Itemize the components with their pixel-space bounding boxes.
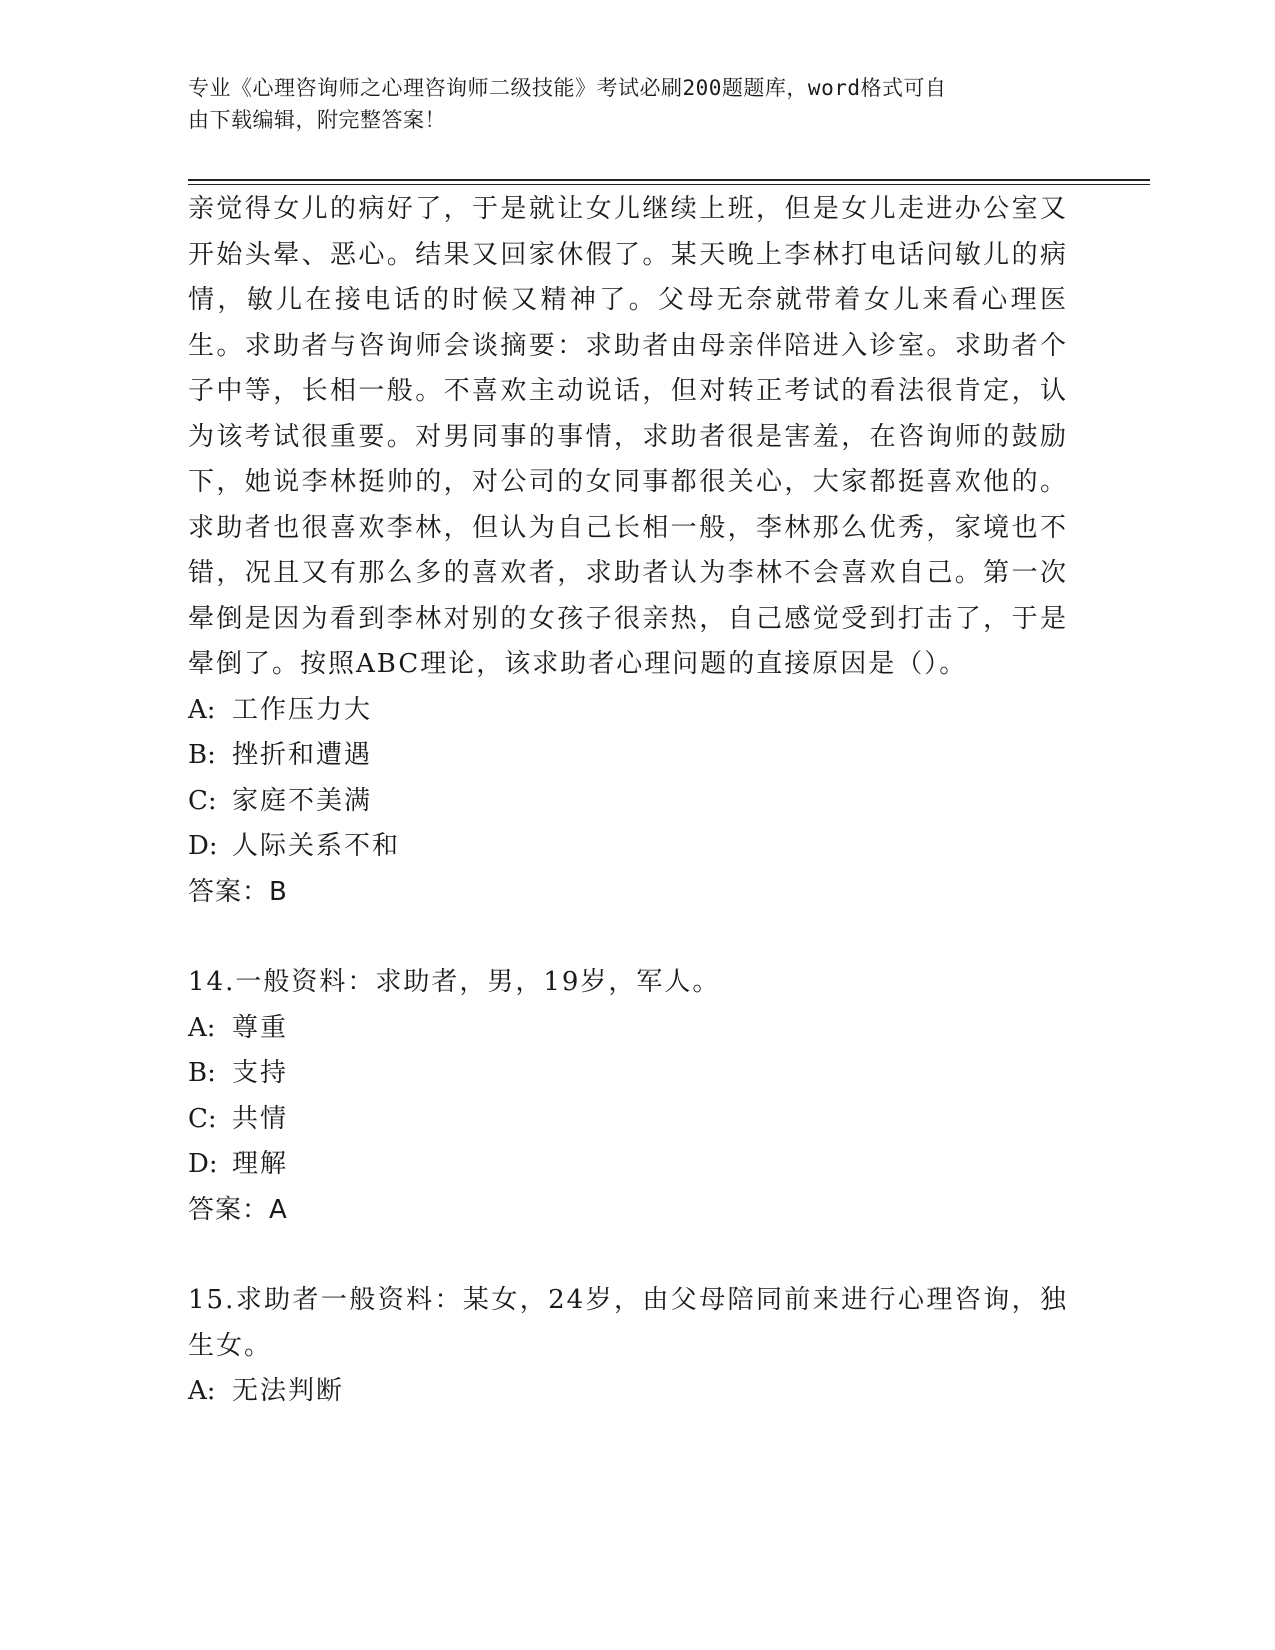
question-13-option-d	[188, 824, 1068, 870]
option-text: 理解	[232, 1149, 289, 1179]
question-13-passage: 亲觉得女儿的病好了，于是就让女儿继续上班，但是女儿走进办公室又开始头晕、恶心。结果又回家休假了。某天晚上李林打电话问敏儿的病情，敏儿在接电话的时候又精神了。父母无奈就带着女儿来看心理医生。求助者与咨询师会谈摘要：求助者由母亲伴陪进入诊室。求助者个子中等，长相一般。不喜欢主动说话，但对转正考试的看法很肯定，认为该考试很重要。对男同事的事情，求助者很是害羞，在咨询师的鼓励下，她说李林挺帅的，对公司的女同事都很关心，大家都挺喜欢他的。求助者也很喜欢李林，但认为自己长相一般，李林那么优秀，家境也不错，况且又有那么多的喜欢者，求助者认为李林不会喜欢自己。第一次晕倒是因为看到李林对别的女孩子很亲热，自己感觉受到打击了，于是晕倒了。按照ABC理论，该求助者心理问题的直接原因是（）。	[188, 194, 1068, 679]
question-14-title: 14.一般资料：求助者，男，19岁，军人。	[188, 967, 721, 997]
option-label: A:	[188, 1376, 216, 1406]
question-13-option-a	[188, 688, 1068, 734]
option-text: 支持	[232, 1058, 289, 1088]
question-13-answer: 答案：B	[188, 876, 288, 907]
question-13-option-b	[188, 733, 1068, 779]
option-text: 工作压力大	[232, 694, 373, 725]
question-14-option-c	[188, 1097, 1068, 1143]
option-text: 挫折和遭遇	[232, 740, 373, 770]
question-13-option-c	[188, 779, 1068, 825]
spacer	[188, 1233, 1068, 1278]
option-label: A:	[188, 694, 216, 725]
page-header	[188, 72, 1068, 136]
option-text: 共情	[232, 1103, 289, 1134]
option-text: 尊重	[232, 1012, 289, 1043]
question-14-option-b	[188, 1051, 1068, 1097]
spacer	[188, 915, 1068, 960]
header-divider-thin	[188, 184, 1150, 185]
header-title-line2: 由下载编辑，附完整答案！	[188, 108, 446, 132]
option-text: 人际关系不和	[232, 831, 401, 861]
header-title-line1: 专业《心理咨询师之心理咨询师二级技能》考试必刷200题题库，word格式可自	[188, 76, 947, 100]
option-label: A:	[188, 1012, 216, 1043]
question-14-answer: 答案：A	[188, 1194, 288, 1225]
question-15-title: 15.求助者一般资料：某女，24岁，由父母陪同前来进行心理咨询，独生女。	[188, 1285, 1068, 1361]
question-14-option-a	[188, 1006, 1068, 1052]
option-label: D:	[188, 1149, 218, 1179]
option-text: 无法判断	[232, 1376, 345, 1406]
option-text: 家庭不美满	[232, 785, 373, 816]
option-label: C:	[188, 1103, 217, 1134]
question-15	[188, 1278, 1068, 1415]
option-label: D:	[188, 831, 218, 861]
document-content	[188, 187, 1068, 1415]
question-14-option-d	[188, 1142, 1068, 1188]
option-label: B:	[188, 740, 216, 770]
question-13	[188, 187, 1068, 915]
option-label: B:	[188, 1058, 216, 1088]
question-14	[188, 960, 1068, 1233]
question-15-option-a	[188, 1369, 1068, 1415]
option-label: C:	[188, 785, 217, 816]
header-divider-thick	[188, 179, 1150, 181]
